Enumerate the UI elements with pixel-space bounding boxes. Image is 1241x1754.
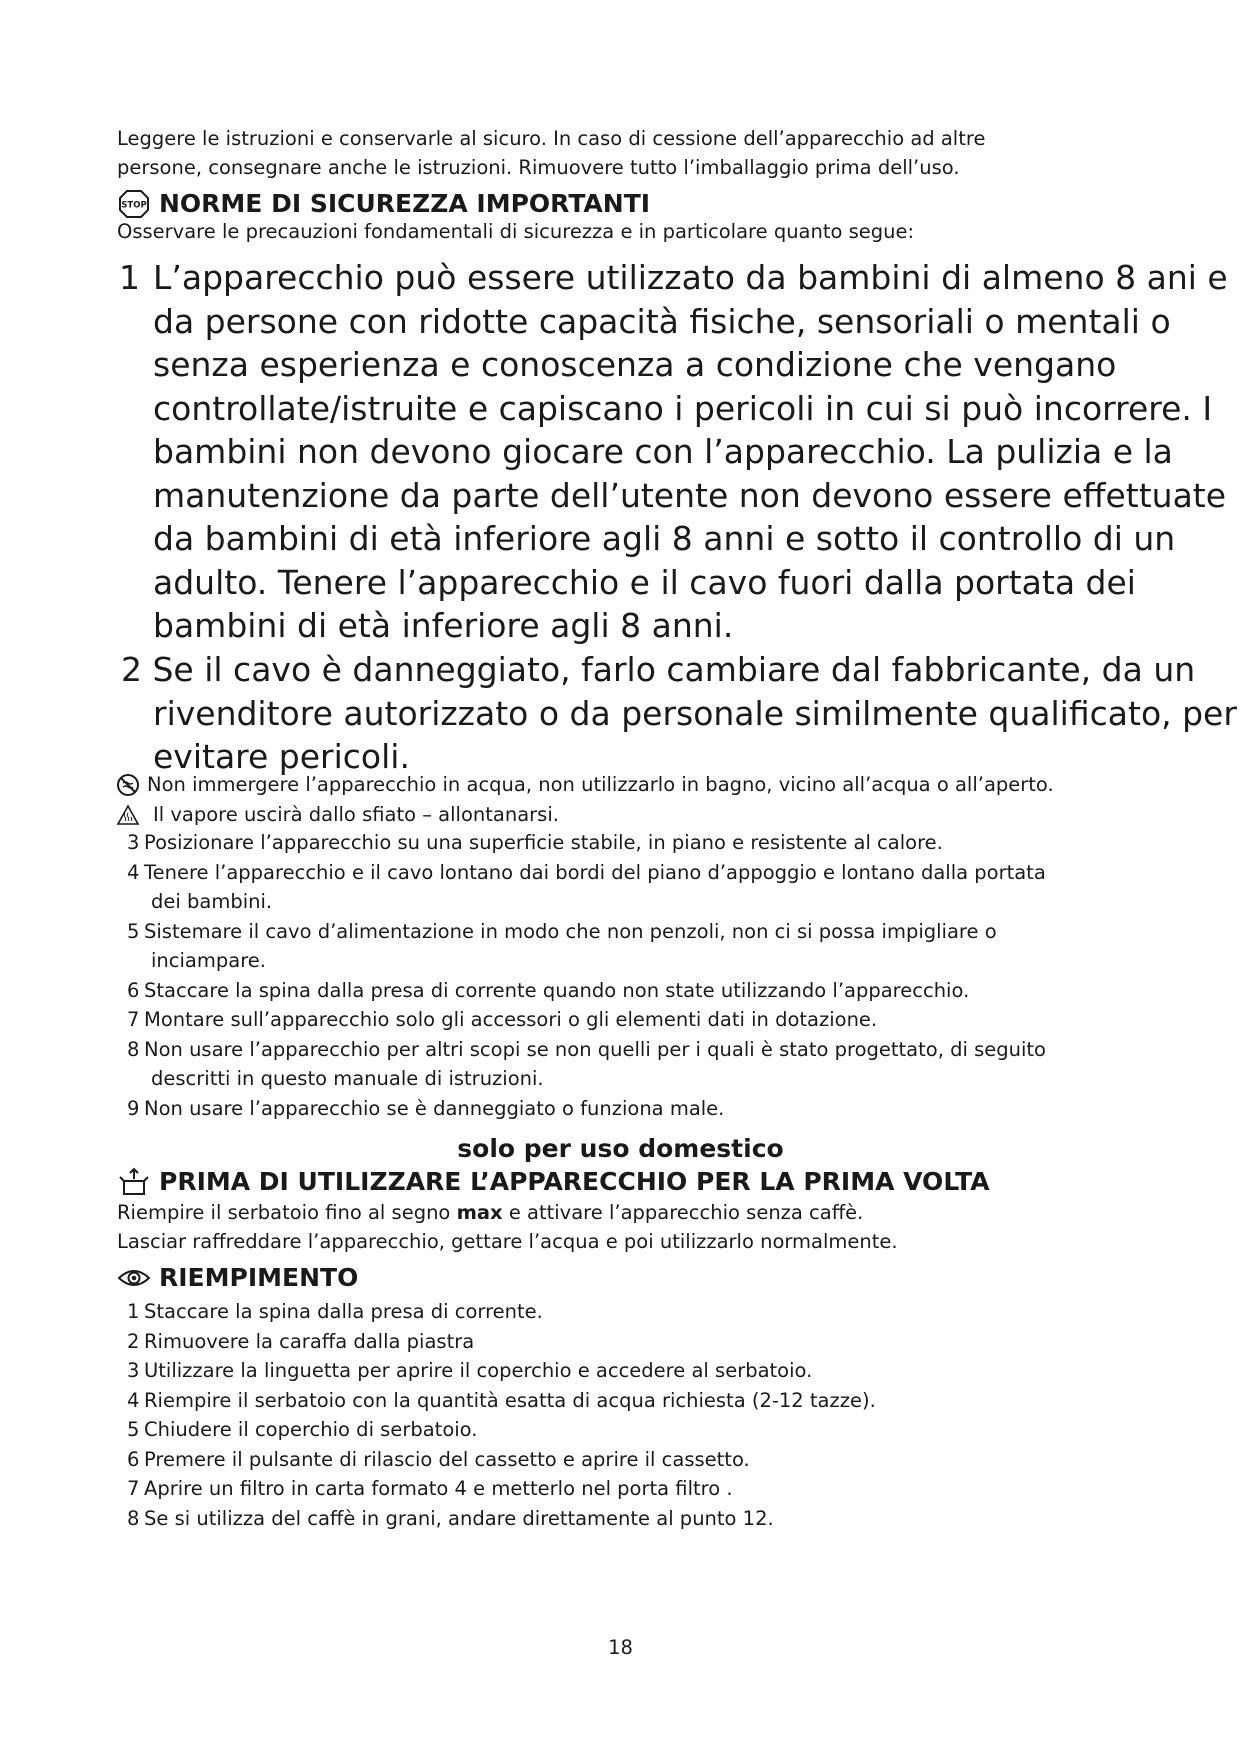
- text-line: adulto. Tenere l’apparecchio e il cavo fuori dalla portata dei: [153, 562, 1136, 602]
- intro-paragraph: [117, 124, 1137, 182]
- item-text: Rimuovere la caraffa dalla piastra: [144, 1329, 475, 1353]
- text-line: bambini non devono giocare con l’apparecchio. La pulizia e la: [153, 432, 1173, 471]
- warning-no-water-text: Non immergere l’apparecchio in acqua, non utilizzarlo in bagno, vicino all’acqua o all’aperto.: [147, 773, 1054, 796]
- item-text: Se si utilizza del caffè in grani, andare direttamente al punto 12.: [144, 1506, 774, 1530]
- safety-item-1-text: [153, 256, 1228, 648]
- warning-steam: [115, 800, 1135, 830]
- first-use-line-2: Lasciar raffreddare l’apparecchio, gettare l’acqua e poi utilizzarlo normalmente.: [117, 1230, 898, 1253]
- item-number: 7: [127, 1477, 140, 1500]
- steam-warning-icon: [115, 803, 141, 827]
- intro-line-1: Leggere le istruzioni e conservarle al sicuro. In caso di cessione dell’apparecchio ad altre: [117, 127, 986, 150]
- safety-item-2-text: [153, 692, 1237, 779]
- item-number: 1: [127, 1300, 140, 1323]
- list-item: [117, 1386, 1137, 1416]
- item-text: Sistemare il cavo d’alimentazione in modo che non penzoli, non ci si possa impigliare o: [144, 919, 997, 943]
- text-line: da persone con ridotte capacità fisiche, sensoriali o mentali o: [153, 301, 1171, 341]
- text-line: rivenditore autorizzato o da personale similmente qualificato, per: [153, 693, 1237, 733]
- item-text: Riempire il serbatoio con la quantità esatta di acqua richiesta (2-12 tazze).: [144, 1388, 876, 1412]
- list-item: [117, 828, 1137, 858]
- max-mark: max: [456, 1201, 503, 1224]
- item-text: Chiudere il coperchio di serbatoio.: [144, 1418, 478, 1441]
- domestic-use-note: solo per uso domestico: [457, 1134, 784, 1163]
- text-line: L’apparecchio può essere utilizzato da bambini di almeno 8 ani e: [153, 258, 1228, 297]
- item-number: 7: [127, 1008, 140, 1031]
- text-line: senza esperienza e conoscenza a condizione che vengano: [153, 345, 1117, 384]
- item-text-continued: descritti in questo manuale di istruzioni.: [151, 1067, 544, 1090]
- item-text: Staccare la spina dalla presa di corrente quando non state utilizzando l’apparecchio.: [144, 978, 970, 1002]
- safety-heading: [117, 188, 1137, 220]
- text-line: evitare pericoli.: [153, 737, 410, 776]
- intro-line-2: persone, consegnare anche le istruzioni. Rimuovere tutto l’imballaggio prima dell’uso.: [117, 156, 960, 179]
- list-item: [117, 1035, 1137, 1094]
- item-text: Posizionare l’apparecchio su una superficie stabile, in piano e resistente al calore.: [144, 831, 943, 854]
- item-number: 5: [127, 919, 140, 943]
- list-item: [117, 1327, 1137, 1357]
- unpack-box-icon: [117, 1167, 151, 1197]
- safety-list: [117, 828, 1137, 1123]
- list-item: [117, 1504, 1137, 1534]
- item-text: Non usare l’apparecchio se è danneggiato o funziona male.: [144, 1096, 725, 1120]
- eye-icon: [117, 1263, 151, 1293]
- list-item: [117, 1005, 1137, 1035]
- item-text: Aprire un filtro in carta formato 4 e metterlo nel porta filtro .: [144, 1477, 733, 1500]
- list-item: [117, 1297, 1137, 1327]
- safety-item-1: [119, 256, 1228, 648]
- item-number: 2: [127, 1329, 140, 1353]
- item-number: 9: [127, 1096, 140, 1120]
- filling-list: [117, 1297, 1137, 1533]
- list-item: [117, 1094, 1137, 1124]
- item-text: Premere il pulsante di rilascio del cassetto e aprire il cassetto.: [144, 1447, 750, 1471]
- list-item: [117, 1356, 1137, 1386]
- text-line: bambini di età inferiore agli 8 anni.: [153, 606, 734, 645]
- item-text-continued: dei bambini.: [151, 890, 273, 913]
- filling-section: [117, 1262, 1137, 1294]
- no-water-icon: [115, 773, 141, 797]
- item-number: 6: [127, 1447, 140, 1471]
- list-item: [117, 1415, 1137, 1445]
- item-number: 8: [127, 1037, 140, 1061]
- item-text: Utilizzare la linguetta per aprire il coperchio e accedere al serbatoio.: [144, 1359, 813, 1382]
- safety-subtitle: Osservare le precauzioni fondamentali di sicurezza e in particolare quanto segue:: [117, 220, 915, 243]
- first-use-section: [117, 1166, 1137, 1256]
- filling-title: RIEMPIMENTO: [159, 1263, 359, 1292]
- text-line: da bambini di età inferiore agli 8 anni e sotto il controllo di un: [153, 519, 1176, 558]
- safety-item-2: [121, 648, 1237, 779]
- list-item: [117, 1474, 1137, 1504]
- item-text: Non usare l’apparecchio per altri scopi se non quelli per i quali è stato progettato, di seguito: [144, 1037, 1046, 1061]
- first-use-title: PRIMA DI UTILIZZARE L’APPARECCHIO PER LA PRIMA VOLTA: [159, 1167, 990, 1196]
- item-number: 6: [127, 978, 140, 1002]
- first-use-heading: [117, 1166, 1137, 1198]
- list-item: [117, 976, 1137, 1006]
- safety-item-2-first-line: 2 Se il cavo è danneggiato, farlo cambiare dal fabbricante, da un: [121, 650, 1196, 689]
- safety-title: NORME DI SICUREZZA IMPORTANTI: [159, 189, 651, 218]
- safety-section: [117, 188, 1137, 246]
- item-text: Montare sull’apparecchio solo gli accessori o gli elementi dati in dotazione.: [144, 1008, 878, 1031]
- item-number: 3: [127, 1359, 140, 1382]
- svg-text:STOP: STOP: [121, 200, 147, 211]
- item-number: 4: [127, 1388, 140, 1412]
- item-text: Tenere l’apparecchio e il cavo lontano dai bordi del piano d’appoggio e lontano dalla portata: [144, 860, 1046, 884]
- item-number: 4: [127, 860, 140, 884]
- item-text: Staccare la spina dalla presa di corrente.: [144, 1300, 543, 1323]
- item-number: 1: [119, 258, 140, 297]
- warning-no-water: [115, 770, 1135, 800]
- text-part: e attivare l’apparecchio senza caffè.: [502, 1201, 864, 1224]
- filling-heading: [117, 1262, 1137, 1294]
- warning-steam-text: Il vapore uscirà dallo sfiato – allontanarsi.: [153, 803, 559, 826]
- text-line: controllate/istruite e capiscano i pericoli in cui si può incorrere. I: [153, 388, 1213, 428]
- stop-icon: [117, 189, 151, 219]
- text-part: Riempire il serbatoio fino al segno: [117, 1201, 457, 1224]
- page-number: 18: [608, 1636, 633, 1659]
- item-number: 5: [127, 1418, 140, 1441]
- warnings: [115, 770, 1135, 830]
- list-item: [117, 858, 1137, 917]
- text-line: manutenzione da parte dell’utente non devono essere effettuate: [153, 475, 1227, 515]
- item-number: 8: [127, 1506, 140, 1530]
- item-number: 3: [127, 831, 140, 854]
- first-use-line-1: [117, 1198, 1137, 1227]
- list-item: [117, 1445, 1137, 1475]
- item-text-continued: inciampare.: [151, 949, 266, 972]
- list-item: [117, 917, 1137, 976]
